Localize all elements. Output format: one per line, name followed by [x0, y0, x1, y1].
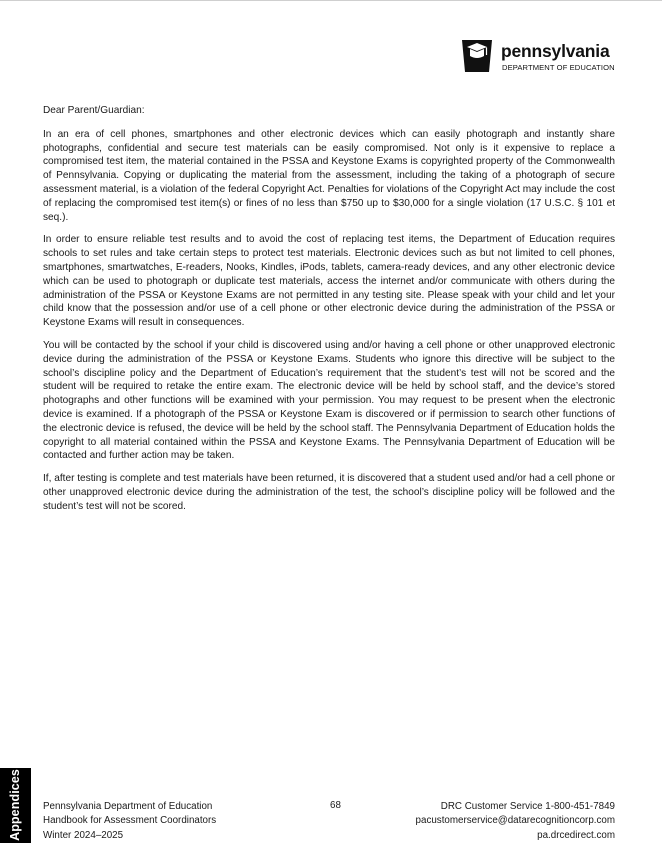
top-rule — [0, 0, 662, 1]
footer-website: pa.drcedirect.com — [537, 829, 615, 841]
footer-handbook: Handbook for Assessment Coordinators — [43, 815, 217, 827]
appendices-tab-label: Appendices — [8, 769, 22, 841]
footer-right — [416, 800, 615, 843]
paragraph-after-testing: If, after testing is complete and test materials have been returned, it is discovered that a student used and/or had a cell phone or other unapproved electronic device during the administration of the test, the school’s discipline policy will be followed and the student’s test will not be scored. — [43, 473, 615, 512]
logo-subtitle: DEPARTMENT OF EDUCATION — [502, 63, 615, 72]
pde-logo — [458, 38, 618, 78]
appendices-tab — [0, 768, 31, 843]
letter-body — [43, 104, 615, 523]
keystone-logo-icon — [458, 38, 496, 76]
footer-customer-service: DRC Customer Service 1-800-451-7849 — [440, 801, 615, 812]
paragraph-contact: You will be contacted by the school if your child is discovered using and/or having a cell phone or other unapproved electronic device during the administration of the PSSA or Keystone Exams. Students who ignore this directive will be subject to the school’s discipline policy and the Department of Education’s requirement that the student’s test will not be scored and the student will be required to retake the entire exam. The electronic device will be held by school staff, and the device’s stored photographs and other functions will be examined with your permission. You may request to be present when the electronic device is examined. If a photograph of the PSSA or Keystone Exam is discovered or if permission to search other functions of the electronic device is refused, the device will be held by the school staff. The Pennsylvania Department of Education holds the copyright to all material contained within the PSSA and Keystone Exams. The Pennsylvania Department of Education will be contacted and further action may be taken. — [43, 339, 615, 462]
paragraph-electronic-devices: In order to ensure reliable test results and to avoid the cost of replacing test items, the Department of Education requires schools to set rules and take certain steps to protect test materials. Electronic devices such as but not limited to cell phones, smartphones, smartwatches, E-readers, Nooks, Kindles, iPods, tablets, camera-ready devices, and any other electronic device which can be used to photograph or duplicate test materials, access the internet and/or communicate with others during the administration of the PSSA or Keystone Exams are not permitted in any testing site. Please speak with your child and let your child know that the possession and/or use of a cell phone or other electronic device during the administration of the PSSA or Keystone Exams will result in consequences. — [43, 234, 615, 329]
footer-season: Winter 2024–2025 — [43, 829, 124, 841]
footer-org: Pennsylvania Department of Education — [43, 801, 213, 812]
salutation: Dear Parent/Guardian: — [43, 105, 145, 116]
paragraph-copyright: In an era of cell phones, smartphones and other electronic devices which can easily photograph and instantly share photographs, confidential and secure test materials can be easily compromised. Not only is it expensive to replace a compromised test item, the material contained in the PSSA and Keystone Exams is copyrighted property of the Commonwealth of Pennsylvania. Copying or duplicating the material from the assessment, including the taking of a photograph of secure assessment material, is a violation of the federal Copyright Act. Penalties for violations of the Copyright Act may include the cost of replacing the compromised test item(s) or fines of no less than $750 up to $30,000 for a single violation (17 U.S.C. § 101 et seq.). — [43, 128, 615, 223]
footer-left — [43, 800, 216, 843]
page-number: 68 — [330, 800, 341, 811]
logo-title: pennsylvania — [501, 41, 610, 61]
footer-email: pacustomerservice@datarecognitioncorp.com — [415, 815, 615, 827]
